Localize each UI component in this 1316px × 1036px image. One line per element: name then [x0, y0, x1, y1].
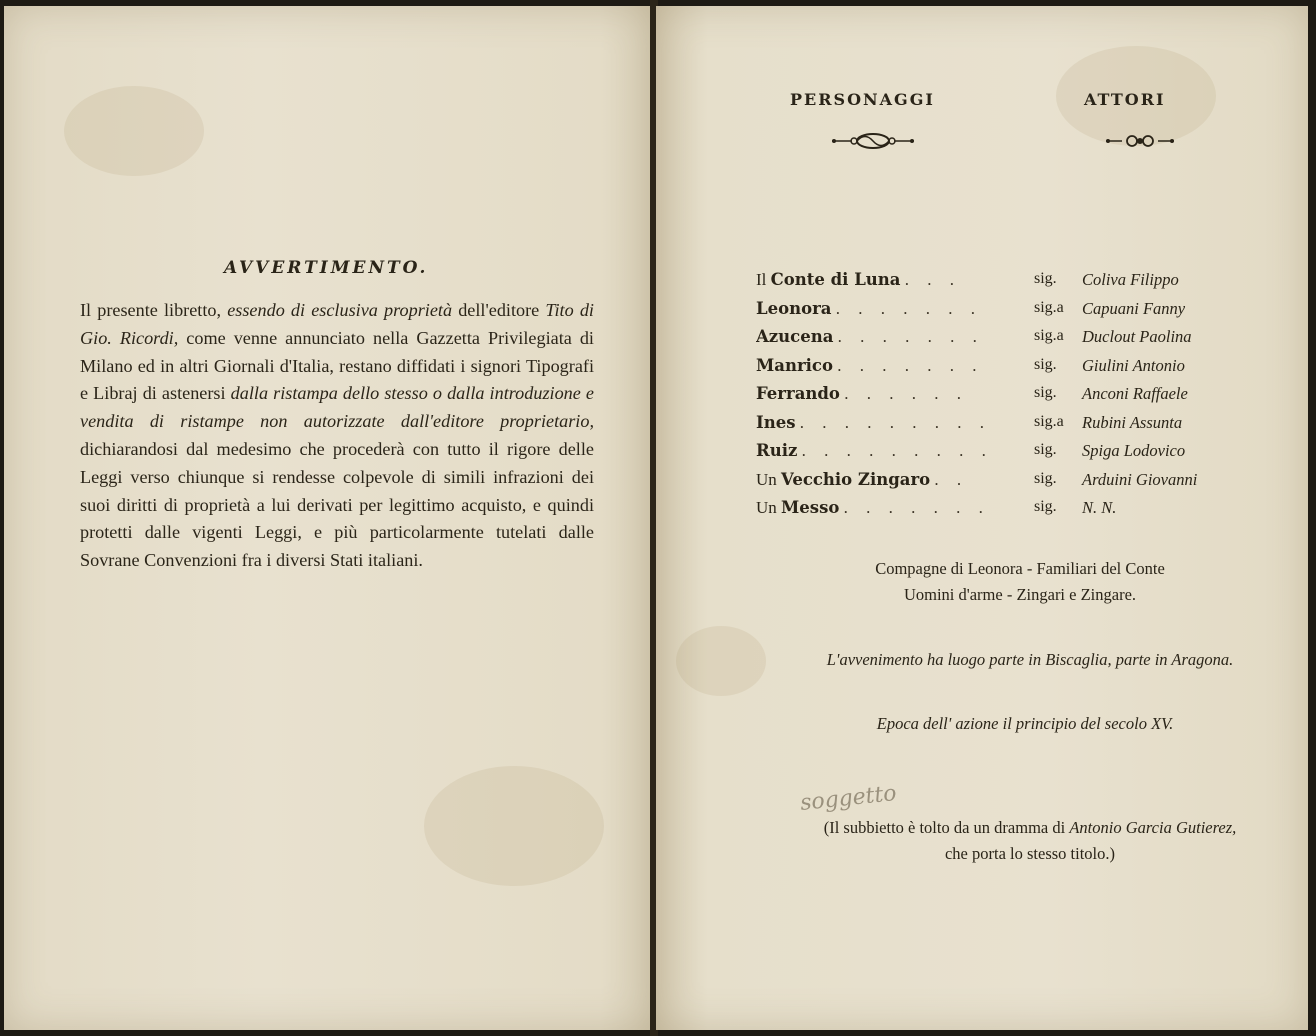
leader-dots: . . . [904, 270, 961, 289]
role-name: Ferrando [756, 384, 840, 403]
role-name: Messo [781, 498, 840, 517]
honorific: sig. [1034, 441, 1057, 458]
notice-text-italic: dalla ristampa dello stesso o dalla introduzione e vendita di ristampe non autorizzate dall'editore proprietario, [80, 383, 594, 432]
notice-text: dichiarandosi dal medesimo che procederà con tutto il rigore delle Leggi verso chiunque si rendesse colpevole di simili infrazioni dei suoi diritti di proprietà a lui derivati per legittimo acquisto, e quindi protetti dalle vigenti Leggi, e più particolarmente tutelati dalle Sovrane Convenzioni fra i diversi Stati italiani. [80, 438, 594, 571]
cast-role [756, 470, 1018, 490]
role-name: Ines [756, 412, 796, 432]
source-note [740, 815, 1316, 867]
cast-role [756, 441, 1018, 461]
notice-text: Il presente libretto, [80, 300, 228, 320]
role-prefix: Un [756, 469, 782, 489]
role-name: Ruiz [756, 441, 798, 460]
leader-dots: . . . . . . . [843, 498, 990, 517]
cast-row [756, 498, 1236, 527]
leader-dots: . . . . . . . [837, 355, 984, 375]
cast-role [756, 270, 1018, 290]
setting-place: L'avvenimento ha luogo parte in Biscaglia, parte in Aragona. [826, 650, 1234, 669]
honorific: sig. [1034, 384, 1057, 401]
cast-row [756, 270, 1236, 299]
honorific: sig.a [1034, 327, 1064, 344]
notice-text-italic: essendo di esclusiva proprietà [227, 300, 453, 320]
chorus-list [700, 556, 1316, 608]
honorific: sig.a [1034, 412, 1064, 430]
role-name: Vecchio Zingaro [781, 469, 931, 489]
ornament-icon [830, 128, 916, 154]
honorific: sig. [1034, 498, 1057, 515]
cast-row [756, 356, 1236, 385]
honorific: sig. [1034, 469, 1057, 487]
cast-list [756, 270, 1236, 527]
actor-name: Capuani Fanny [1082, 298, 1186, 318]
cast-row [756, 413, 1236, 442]
leader-dots: . . [934, 469, 969, 489]
leader-dots: . . . . . . . [837, 327, 984, 346]
actor-name: Rubini Assunta [1082, 412, 1183, 432]
role-name: Conte di Luna [770, 270, 901, 289]
setting-epoch: Epoca dell' azione il principio del secolo XV. [876, 714, 1174, 733]
chorus-line: Compagne di Leonora - Familiari del Conte [875, 559, 1165, 578]
source-author: Antonio Garcia Gutierez, [1069, 818, 1237, 837]
actor-name: Spiga Lodovico [1082, 441, 1186, 460]
notice-text-italic: Tito di Gio. Ricordi, [80, 300, 594, 348]
cast-row [756, 299, 1236, 328]
cast-row [756, 470, 1236, 499]
actor-name: N. N. [1082, 498, 1117, 517]
handwritten-annotation: soggetto [798, 781, 898, 816]
role-name: Leonora [756, 298, 832, 318]
notice-text: dell'editore [452, 300, 546, 320]
paper-stain [64, 86, 204, 176]
cast-role [756, 299, 1018, 319]
role-prefix: Il [756, 270, 771, 289]
actor-name: Coliva Filippo [1082, 270, 1179, 289]
role-name: Azucena [756, 327, 834, 346]
cast-role [756, 413, 1018, 433]
cast-role [756, 384, 1018, 404]
source-text: che porta lo stesso titolo.) [944, 844, 1115, 863]
cast-role [756, 498, 1018, 518]
paper-stain [424, 766, 604, 886]
leader-dots: . . . . . . . . . [801, 441, 993, 460]
cast-row [756, 327, 1236, 356]
ornament-icon [1104, 128, 1176, 154]
header-actors: ATTORI [1084, 90, 1166, 109]
cast-row [756, 384, 1236, 413]
notice-body [80, 297, 594, 575]
chorus-line: Uomini d'arme - Zingari e Zingare. [903, 585, 1137, 604]
role-prefix: Un [756, 498, 782, 517]
honorific: sig.a [1034, 298, 1064, 316]
cast-role [756, 356, 1018, 376]
source-text: (Il subbietto è tolto da un dramma di [823, 818, 1070, 837]
cast-row [756, 441, 1236, 470]
honorific: sig. [1034, 355, 1057, 373]
notice-title: AVVERTIMENTO. [224, 258, 429, 278]
leader-dots: . . . . . . . [835, 298, 982, 318]
actor-name: Giulini Antonio [1082, 355, 1185, 375]
leader-dots: . . . . . . [844, 384, 968, 403]
honorific: sig. [1034, 270, 1057, 287]
role-name: Manrico [756, 355, 833, 375]
leader-dots: . . . . . . . . . [799, 412, 992, 432]
actor-name: Duclout Paolina [1082, 327, 1192, 346]
actor-name: Arduini Giovanni [1082, 469, 1198, 489]
notice-text: come venne annunciato nella Gazzetta Privilegiata di Milano ed in altri Giornali d'Italia, restano diffidati i signori Tipografi e Libraj di astenersi [80, 327, 594, 404]
header-characters: PERSONAGGI [790, 90, 935, 109]
cast-role [756, 327, 1018, 347]
actor-name: Anconi Raffaele [1082, 384, 1188, 403]
